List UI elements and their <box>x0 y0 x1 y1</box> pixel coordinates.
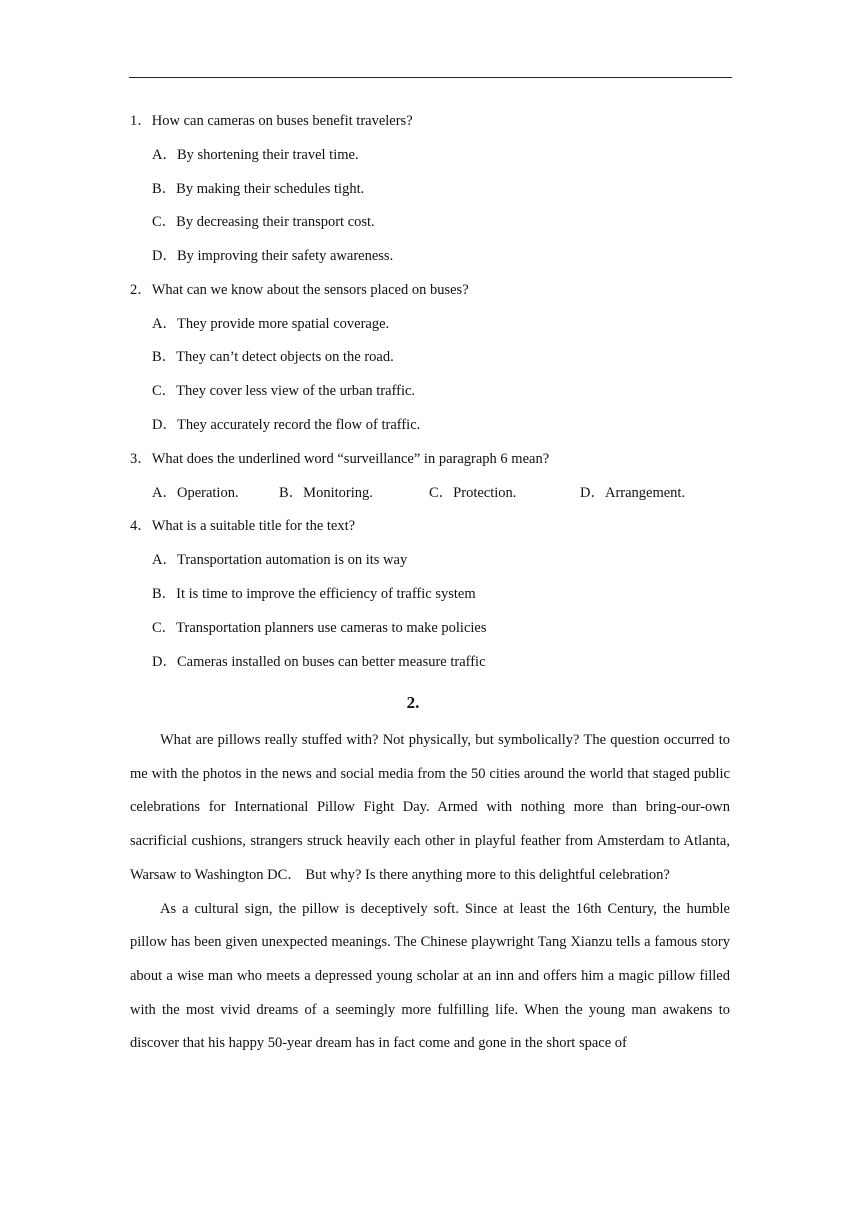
reading-passage <box>130 724 730 1061</box>
question-4-option-b: B．It is time to improve the efficiency of traffic system <box>152 586 476 602</box>
question-3-option-b: B．Monitoring. <box>279 485 373 501</box>
question-3-option-a: A．Operation. <box>152 485 239 501</box>
question-2-stem: 2．What can we know about the sensors placed on buses? <box>130 282 469 298</box>
question-2-option-d: D．They accurately record the flow of traffic. <box>152 417 421 433</box>
question-2-option-b: B．They can’t detect objects on the road. <box>152 349 394 365</box>
question-4-stem: 4．What is a suitable title for the text? <box>130 518 356 534</box>
question-1-stem: 1．How can cameras on buses benefit travelers? <box>130 113 413 129</box>
section-heading: 2. <box>406 693 420 712</box>
question-4-option-c: C．Transportation planners use cameras to make policies <box>152 620 487 636</box>
question-1-option-d: D．By improving their safety awareness. <box>152 248 394 264</box>
question-4-option-d: D．Cameras installed on buses can better measure traffic <box>152 654 486 670</box>
question-4-option-a: A．Transportation automation is on its way <box>152 552 408 568</box>
question-1-option-c: C．By decreasing their transport cost. <box>152 214 375 230</box>
header-rule <box>129 77 732 78</box>
passage-paragraph-1: What are pillows really stuffed with? Not physically, but symbolically? The question occurred to me with the photos in the news and social media from the 50 cities around the world that staged public celebrations for International Pillow Fight Day. Armed with nothing more than bring-our-own sacrificial cushions, strangers struck heavily each other in playful feather from Amsterdam to Atlanta, Warsaw to Washington DC． But why? Is there anything more to this delightful celebration? <box>130 732 730 883</box>
question-1-option-a: A．By shortening their travel time. <box>152 147 359 163</box>
question-3-option-d: D．Arrangement. <box>580 485 686 501</box>
question-3-stem: 3．What does the underlined word “surveillance” in paragraph 6 mean? <box>130 451 550 467</box>
question-2-option-c: C．They cover less view of the urban traffic. <box>152 383 416 399</box>
question-3-option-c: C．Protection. <box>429 485 517 501</box>
passage-paragraph-2: As a cultural sign, the pillow is deceptively soft. Since at least the 16th Century, the humble pillow has been given unexpected meanings. The Chinese playwright Tang Xianzu tells a famous story about a wise man who meets a depressed young scholar at an inn and offers him a magic pillow filled with the most vivid dreams of a seemingly more fulfilling life. When the young man awakens to discover that his happy 50-year dream has in fact come and gone in the short space of <box>130 900 730 1052</box>
question-1-option-b: B．By making their schedules tight. <box>152 181 365 197</box>
question-2-option-a: A．They provide more spatial coverage. <box>152 316 390 332</box>
